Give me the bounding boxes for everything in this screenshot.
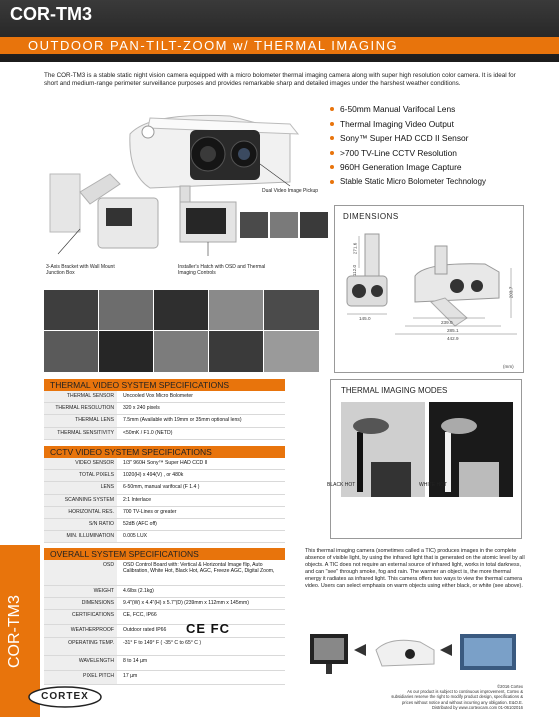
caption-hatch: Installer's Hatch with OSD and Thermal Imaging Controls [178, 264, 266, 276]
spec-key: DIMENSIONS [44, 598, 117, 609]
spec-row [44, 415, 285, 427]
spec-key: OSD [44, 560, 117, 585]
spec-row [44, 625, 285, 638]
overall-specs-table [44, 548, 285, 685]
spec-key: MIN. ILLUMINATION [44, 531, 117, 542]
spec-key: WEATHERPROOF [44, 625, 117, 637]
spec-row [44, 391, 285, 403]
dim-unit: (mm) [503, 364, 514, 369]
model-title: COR-TM3 [10, 4, 92, 24]
spec-row [44, 428, 285, 440]
spec-key: WAVELENGTH [44, 656, 117, 670]
overall-specs-heading: OVERALL SYSTEM SPECIFICATIONS [44, 548, 285, 560]
feature-item: Stable Static Micro Bolometer Technology [330, 177, 555, 192]
spec-row [44, 495, 285, 507]
spec-value: CE, FCC, IP66 [123, 612, 157, 619]
spec-value: 9.4"(W) x 4.4"(H) x 5.7"(D) (239mm x 112mm x 145mm) [123, 600, 249, 607]
spec-key: LENS [44, 482, 117, 493]
spec-row [44, 671, 285, 685]
thermal-specs-heading: THERMAL VIDEO SYSTEM SPECIFICATIONS [44, 379, 285, 391]
footer-line: ©2016 Cortex [497, 684, 523, 689]
dim-label: 285.1 [447, 328, 459, 333]
spec-value: 52dB (AFC off) [123, 520, 157, 527]
caption-bracket: 3-Axis Bracket with Wall Mount Junction Box [46, 264, 115, 276]
tic-description: This thermal imaging camera (sometimes called a TIC) produces images in the complete absence of visible light, by using the infrared light that is generated on the atomic level by all objects. A TIC does not require an external source of infrared light, works in total darkness, and can "see" through smoke, fog and rain. The warmer an object is, the more thermal energy it radiates as infrared light. This camera offers two ways to view the thermal camera video. Users can select emphasis on warm objects using either black, or white (see above). [305, 548, 525, 589]
cctv-specs-table [44, 446, 285, 543]
spec-value: Uncooled Vox Micro Bolometer [123, 393, 193, 399]
footer-line: As our product is subject to continuous improvement, Cortex & [407, 689, 523, 695]
spec-key: THERMAL SENSOR [44, 391, 117, 402]
spec-key: WEIGHT [44, 586, 117, 597]
system-diagram [310, 630, 522, 684]
spec-row [44, 470, 285, 482]
spec-row [44, 458, 285, 470]
spec-value: OSD Control Board with: Vertical & Horizontal Image flip, Auto Calibration, White Hot, Black Hot, AGC, Freeze AGC, Digital Zoom, [123, 562, 275, 575]
spec-row [44, 638, 285, 656]
caption-dual-video: Dual Video Image Pickup [262, 188, 319, 194]
spec-key: OPERATING TEMP. [44, 638, 117, 655]
dim-label: 442.9 [447, 336, 459, 341]
spec-value: Outdoor rated IP66 [123, 627, 167, 634]
dim-label: 239.0 [441, 320, 453, 325]
spec-value: 0.005 LUX [123, 533, 148, 540]
black-hot-label: BLACK HOT [327, 482, 356, 488]
spec-row [44, 586, 285, 598]
white-hot-label: WHITE HOT [419, 482, 448, 488]
page-header [0, 0, 559, 62]
spec-value: -31° F to 149° F ( -35° C to 65° C ) [123, 640, 202, 647]
product-title: OUTDOOR PAN-TILT-ZOOM w/ THERMAL IMAGING [28, 38, 399, 53]
spec-value: 1020(H) x 494(V) , or 480k [123, 472, 184, 479]
spec-value: 700 TV-Lines or greater [123, 508, 177, 515]
ce-fcc-marks: CE FC [186, 621, 230, 636]
spec-key: THERMAL RESOLUTION [44, 403, 117, 414]
intro-paragraph: The COR-TM3 is a stable static night vision camera equipped with a micro bolometer thermal imaging camera along with super high resolution color camera. It is ideal for short and medium-range perimeter surveillance purposes and provides remarkable sharp and detailed images under the harshest weather conditions. [44, 72, 516, 87]
dim-label: 203.7 [508, 286, 514, 299]
thermal-image-strip [44, 290, 319, 372]
spec-key: TOTAL PIXELS [44, 470, 117, 481]
spec-value: 1/3" 960H Sony™ Super HAD CCD II [123, 460, 208, 466]
spec-value: 320 x 240 pixels [123, 405, 160, 412]
spec-value: 2:1 Interlace [123, 496, 152, 503]
spec-row [44, 598, 285, 610]
spec-row [44, 482, 285, 494]
dimension-drawing [335, 206, 525, 374]
feature-list [330, 104, 555, 191]
spec-key: VIDEO SENSOR [44, 458, 117, 469]
spec-key: CERTIFICATIONS [44, 610, 117, 624]
footer-line: prices without notice and without incurring any obligation. E&O.E. [401, 699, 523, 705]
spec-row [44, 531, 285, 543]
cortex-logo [28, 686, 102, 708]
dimensions-title: DIMENSIONS [343, 212, 399, 221]
side-tab-label: COR-TM3 [6, 595, 23, 668]
dim-label: 112.0 [352, 264, 358, 277]
spec-row [44, 656, 285, 671]
dim-label: 145.0 [359, 316, 371, 321]
feature-item: 6-50mm Manual Varifocal Lens [330, 104, 555, 119]
spec-key: HORIZONTAL RES. [44, 507, 117, 518]
spec-row [44, 610, 285, 625]
feature-item: 960H Generation Image Capture [330, 162, 555, 177]
spec-key: THERMAL SENSITIVITY [44, 428, 117, 439]
cctv-specs-heading: CCTV VIDEO SYSTEM SPECIFICATIONS [44, 446, 285, 458]
logo-text: CORTEX [41, 691, 89, 702]
spec-key: S/N RATIO [44, 519, 117, 530]
thermal-modes-panel [327, 379, 522, 539]
dimensions-panel [334, 205, 524, 373]
feature-item: Sony™ Super HAD CCD II Sensor [330, 133, 555, 148]
spec-row [44, 519, 285, 531]
footer-line: subsidiaries reserve the right to modify product design, specifications & [391, 694, 523, 700]
spec-row [44, 403, 285, 415]
spec-value: 8 to 14 µm [123, 658, 148, 665]
spec-value: <50mK / F1.0 (NETD) [123, 429, 173, 436]
spec-row [44, 560, 285, 586]
footer-legal [323, 684, 523, 710]
thermal-modes-title: THERMAL IMAGING MODES [341, 386, 448, 395]
dim-label: 271.6 [352, 242, 358, 255]
spec-row [44, 507, 285, 519]
spec-value: 7.5mm (Available with 19mm or 35mm optional lens) [123, 417, 242, 424]
spec-key: THERMAL LENS [44, 415, 117, 426]
spec-value: 17 µm [123, 673, 138, 680]
feature-item: Thermal Imaging Video Output [330, 119, 555, 134]
footer-line: Distributed by www.cortexcam.com 01-06102016 [431, 704, 523, 710]
thermal-specs-table [44, 379, 285, 440]
spec-value: 6-50mm, manual varifocal (F 1.4 ) [123, 484, 200, 491]
spec-key: SCANNING SYSTEM [44, 495, 117, 506]
spec-key: PIXEL PITCH [44, 671, 117, 684]
feature-item: >700 TV-Line CCTV Resolution [330, 148, 555, 163]
spec-value: 4.6lbs (2.1kg) [123, 588, 154, 594]
